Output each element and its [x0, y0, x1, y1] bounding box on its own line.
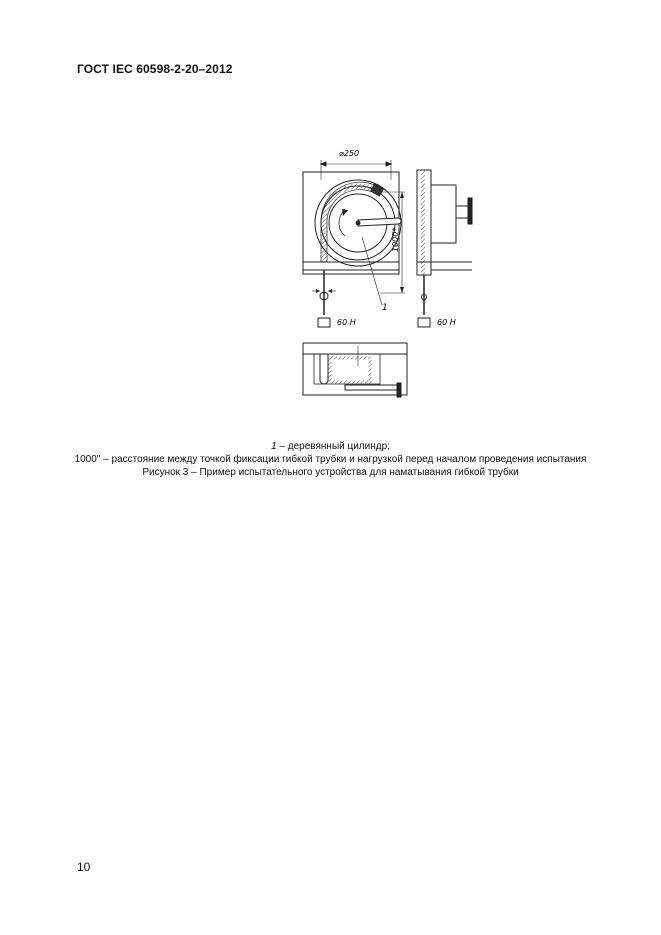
page-number: 10: [77, 860, 91, 874]
diameter-label: ⌀250: [339, 149, 360, 158]
height-label: 1000*: [391, 227, 400, 252]
height-dimension: [380, 190, 410, 300]
top-view: [303, 343, 407, 397]
load-label-left: 60 Н: [337, 318, 356, 327]
legend-number: 1: [271, 441, 277, 452]
side-view: [417, 170, 472, 327]
legend-text: – деревянный цилиндр;: [276, 441, 390, 452]
load-label-right: 60 Н: [437, 318, 456, 327]
caption-legend: [0, 440, 661, 453]
caption-note: 1000" – расстояние между точкой фиксации гибкой трубки и нагрузкой перед началом проведения испытания: [74, 454, 587, 465]
callout-number: 1: [382, 303, 388, 313]
document-header: ГОСТ IEC 60598-2-20–2012: [77, 62, 233, 76]
test-device-figure: [290, 140, 456, 405]
caption-title: Рисунок 3 – Пример испытательного устройства для наматывания гибкой трубки: [142, 467, 519, 478]
